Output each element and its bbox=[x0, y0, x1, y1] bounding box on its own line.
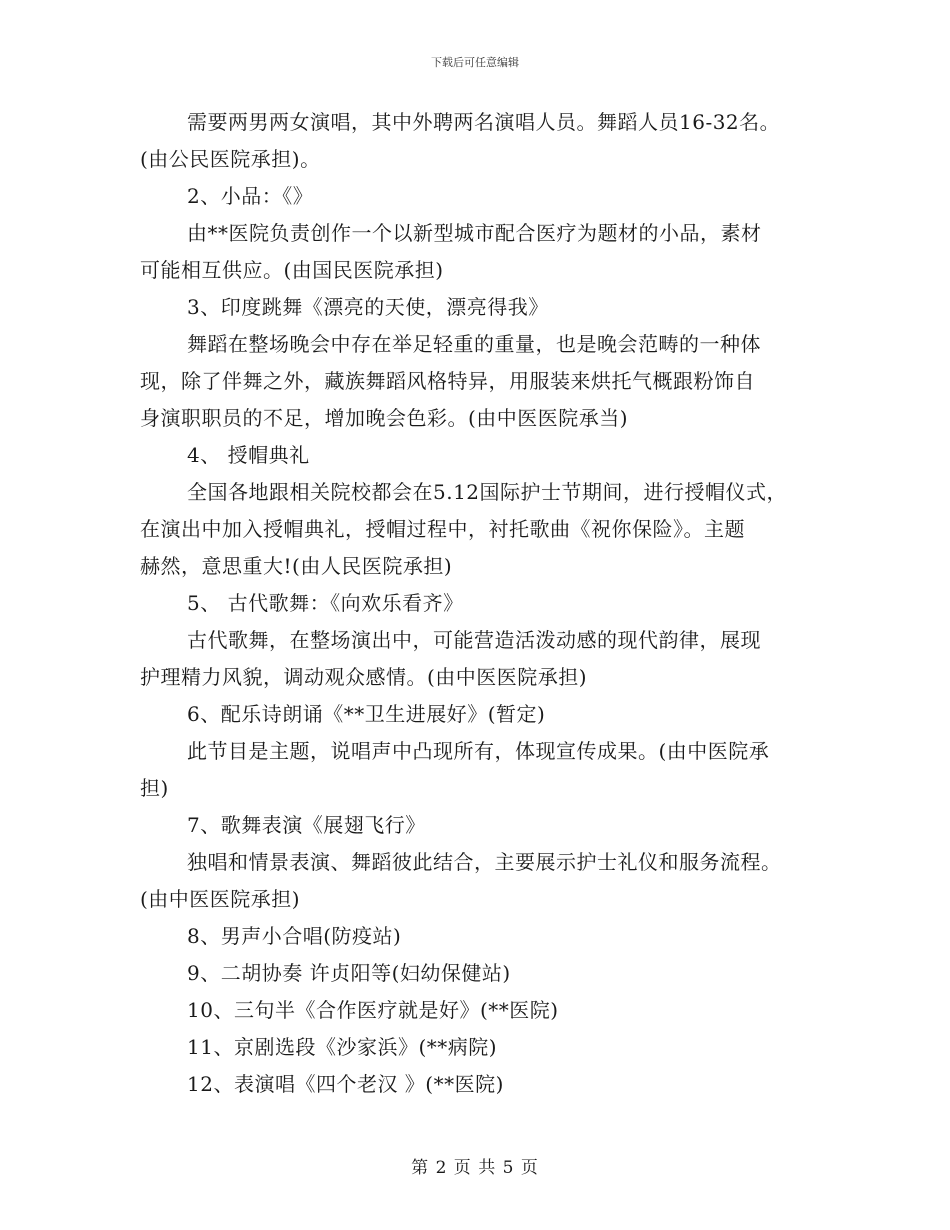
text-line: 6、配乐诗朗诵《**卫生进展好》(暂定) bbox=[187, 702, 546, 726]
text-line: 此节目是主题，说唱声中凸现所有，体现宣传成果。(由中医院承 bbox=[187, 739, 770, 763]
program-item-heading bbox=[140, 1066, 815, 1103]
program-item-heading bbox=[140, 585, 815, 622]
program-item-heading bbox=[140, 807, 815, 844]
program-item-heading bbox=[140, 955, 815, 992]
paragraph bbox=[140, 104, 815, 178]
text-line: 可能相互供应。(由国民医院承担) bbox=[140, 258, 444, 282]
text-line: (由中医医院承担) bbox=[140, 887, 301, 911]
program-item-heading bbox=[140, 992, 815, 1029]
program-item-heading bbox=[140, 289, 815, 326]
text-line: 身演职职员的不足，增加晚会色彩。(由中医医院承当) bbox=[140, 406, 629, 430]
text-line: 由**医院负责创作一个以新型城市配合医疗为题材的小品，素材 bbox=[187, 221, 762, 245]
program-item-heading bbox=[140, 696, 815, 733]
text-line: 8、男声小合唱(防疫站) bbox=[187, 924, 402, 948]
paragraph bbox=[140, 474, 815, 585]
paragraph bbox=[140, 733, 815, 807]
text-line: 舞蹈在整场晚会中存在举足轻重的重量，也是晚会范畴的一种体 bbox=[187, 332, 761, 356]
text-line: 12、表演唱《四个老汉 》(**医院) bbox=[187, 1072, 504, 1096]
text-line: 10、三句半《合作医疗就是好》(**医院) bbox=[187, 998, 559, 1022]
program-item-heading bbox=[140, 437, 815, 474]
document-body bbox=[140, 104, 815, 1103]
text-line: 7、歌舞表演《展翅飞行》 bbox=[187, 813, 426, 837]
text-line: (由公民医院承担)。 bbox=[140, 147, 321, 171]
text-line: 护理精力风貌，调动观众感情。(由中医医院承担) bbox=[140, 665, 588, 689]
paragraph bbox=[140, 622, 815, 696]
text-line: 担) bbox=[140, 776, 169, 800]
text-line: 现，除了伴舞之外，藏族舞蹈风格特异，用服装来烘托气概跟粉饰自 bbox=[140, 369, 755, 393]
text-line: 需要两男两女演唱，其中外聘两名演唱人员。舞蹈人员16-32名。 bbox=[187, 110, 781, 134]
text-line: 3、印度跳舞《漂亮的天使，漂亮得我》 bbox=[187, 295, 549, 319]
page-header: 下载后可任意编辑 bbox=[431, 56, 519, 69]
text-line: 独唱和情景表演、舞蹈彼此结合，主要展示护士礼仪和服务流程。 bbox=[187, 850, 782, 874]
text-line: 赫然，意思重大!(由人民医院承担) bbox=[140, 554, 453, 578]
text-line: 全国各地跟相关院校都会在5.12国际护士节期间，进行授帽仪式， bbox=[187, 480, 788, 504]
text-line: 2、小品：《》 bbox=[187, 184, 314, 208]
paragraph bbox=[140, 844, 815, 918]
text-line: 在演出中加入授帽典礼，授帽过程中，衬托歌曲《祝你保险》。主题 bbox=[140, 517, 745, 541]
text-line: 4、 授帽典礼 bbox=[187, 443, 310, 467]
page-footer: 第 2 页 共 5 页 bbox=[411, 1158, 539, 1178]
text-line: 11、京剧选段《沙家浜》(**病院) bbox=[187, 1035, 498, 1059]
text-line: 9、二胡协奏 许贞阳等(妇幼保健站) bbox=[187, 961, 511, 985]
text-line: 5、 古代歌舞：《向欢乐看齐》 bbox=[187, 591, 464, 615]
text-line: 古代歌舞，在整场演出中，可能营造活泼动感的现代韵律，展现 bbox=[187, 628, 761, 652]
program-item-heading bbox=[140, 1029, 815, 1066]
paragraph bbox=[140, 215, 815, 289]
program-item-heading bbox=[140, 918, 815, 955]
paragraph bbox=[140, 326, 815, 437]
program-item-heading bbox=[140, 178, 815, 215]
